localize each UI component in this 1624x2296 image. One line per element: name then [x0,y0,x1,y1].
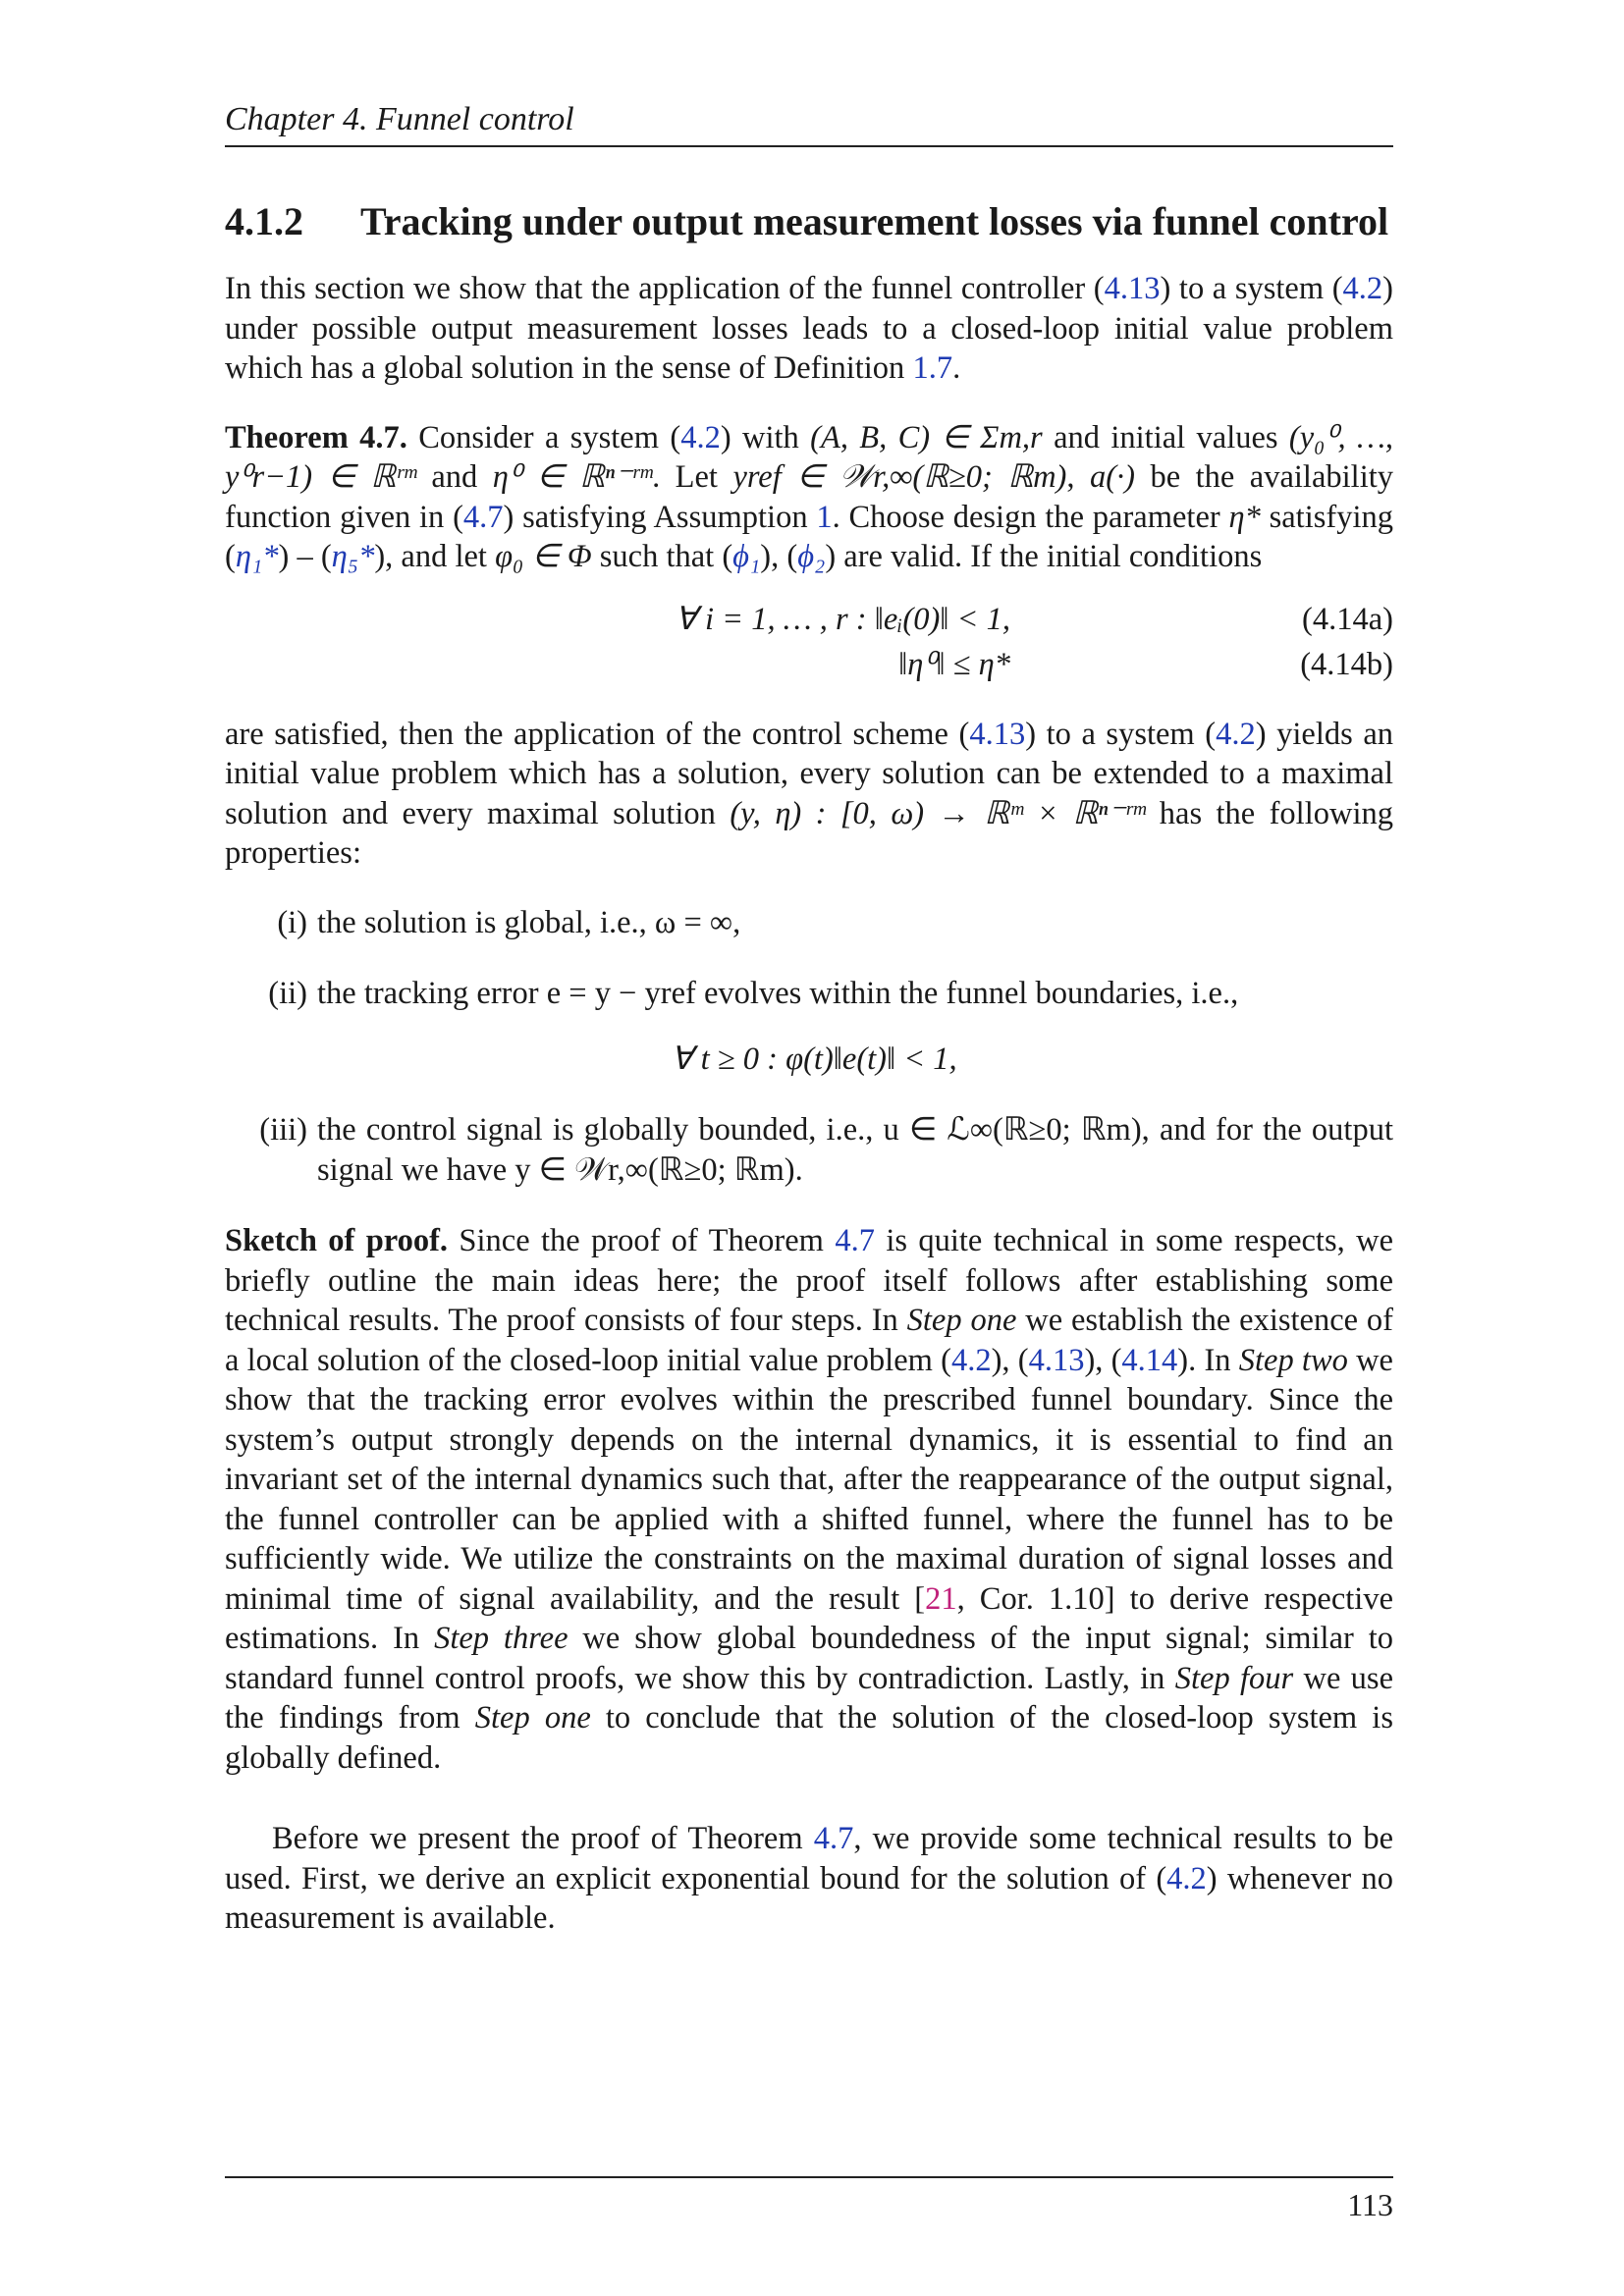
text: ), and let [374,539,496,574]
emphasis: Step two [1238,1342,1348,1378]
list-item [225,903,1393,943]
text: ) yields an initial value problem which has a solution, every solution can be extended to a maximal solution and every maximal solution [225,716,1393,831]
display-equation: ∀ t ≥ 0 : φ(t)‖e(t)‖ < 1, [671,1041,957,1077]
equation-row [225,642,1393,687]
text: ) to a system ( [1025,716,1217,752]
math: a(·) [1089,459,1136,495]
text: . Let [652,459,733,495]
theorem-label: Theorem 4.7. [225,419,407,455]
math: (y, η) : [0, ω) → ℝᵐ × ℝⁿ⁻ʳᵐ [730,795,1146,831]
text: such that ( [591,539,733,574]
item-text: the solution is global, i.e., ω = ∞, [317,904,741,940]
definition-link[interactable]: 1.7 [912,350,953,386]
equation-tag: (4.14a) [1302,601,1393,637]
eq-link[interactable]: 4.2 [1166,1860,1207,1896]
text: be the availability function given in ( [225,459,1394,535]
text: ) – ( [278,539,332,574]
eq-link[interactable]: 4.13 [1104,271,1161,306]
emphasis: Step one [474,1700,591,1735]
theorem-4-7 [225,418,1393,577]
text: In this section we show that the application of the funnel controller ( [225,271,1105,306]
text: , [1066,459,1090,495]
text: satisfying ( [225,499,1393,574]
text: , we provide some technical results to be used. First, we derive an explicit exponential bound for the solution of ( [225,1821,1393,1896]
citation-link[interactable]: 21 [925,1580,957,1617]
text: we establish the existence of a local solution of the closed-loop initial value problem ( [225,1303,1393,1378]
text: ), ( [1084,1342,1122,1378]
eq-link[interactable]: 4.13 [969,716,1026,752]
math: φ₀ ∈ Φ [495,539,592,574]
section-title: Tracking under output measurement losses via funnel control [360,199,1389,243]
text: ) to a system ( [1160,271,1343,306]
text: are satisfied, then the application of the control scheme ( [225,716,970,752]
assumption-link[interactable]: 1 [816,499,833,535]
section-number: 4.1.2 [225,199,303,243]
equation-tag: (4.14b) [1300,646,1393,682]
equation-block [225,597,1393,687]
list-item [225,974,1393,1079]
text: ) satisfying Assumption [503,499,817,535]
item-number: (iii) [259,1112,307,1148]
eq-link[interactable]: 4.2 [950,1342,992,1378]
item-text: the control signal is globally bounded, i.e., u ∈ ℒ∞(ℝ≥0; ℝm), and for the output signal we have y ∈ 𝒲r,∞(ℝ≥0; ℝm). [317,1112,1393,1188]
item-text: the tracking error e = y − yref evolves within the funnel boundaries, i.e., [317,976,1239,1011]
eq-link[interactable]: 4.7 [462,499,504,535]
closing-paragraph [225,1819,1393,1939]
emphasis: Step one [906,1303,1017,1338]
text: is quite technical in some respects, we briefly outline the main ideas here; the proof itself follows after establishing some technical results. The proof consists of four steps. In [225,1223,1393,1338]
eq-link[interactable]: 4.2 [1216,716,1256,752]
header-rule [225,145,1393,147]
item-number: (i) [277,904,307,940]
emphasis: Step four [1174,1660,1294,1696]
text: Before we present the proof of Theorem [272,1821,814,1856]
emphasis: Step three [434,1621,568,1656]
intro-paragraph [225,269,1393,389]
eq-link[interactable]: 4.13 [1028,1342,1085,1378]
section-heading [225,198,1393,245]
equation-row [225,597,1393,642]
footer-rule [225,2176,1393,2178]
text: ) are valid. If the initial conditions [825,539,1263,574]
theorem-link[interactable]: 4.7 [835,1223,875,1258]
text: Since the proof of Theorem [448,1223,836,1258]
theorem-link[interactable]: 4.7 [813,1821,854,1856]
equation: ∀ i = 1, … , r : ‖eᵢ(0)‖ < 1, [675,601,1010,637]
math: η⁰ ∈ ℝⁿ⁻ʳᵐ [492,459,653,495]
text: . [952,350,961,386]
condition-link[interactable]: η₁* [235,539,279,574]
text: we use the findings from [225,1660,1393,1735]
text: and [415,459,493,495]
item-number: (ii) [268,976,307,1011]
text: ) under possible output measurement losses leads to a closed-loop initial value problem which has a global solution in the sense of Definition [225,271,1393,386]
page-number: 113 [1347,2187,1393,2222]
text: , Cor. 1.10] to derive respective estimations. In [225,1580,1393,1656]
text: . Choose design the parameter [832,499,1229,535]
eq-link[interactable]: 4.14 [1121,1342,1178,1378]
page-body [225,98,1393,1939]
paragraph [225,715,1393,874]
text: ), ( [760,539,798,574]
sketch-label: Sketch of proof. [225,1223,449,1258]
math: η* [1228,499,1261,535]
running-head: Chapter 4. Funnel control [225,101,574,137]
text: Consider a system ( [406,419,681,455]
math: (y₀⁰, …, y⁰r−1) ∈ ℝʳᵐ [225,419,1394,495]
math: yref ∈ 𝒲r,∞(ℝ≥0; ℝm) [732,459,1067,495]
text: ), ( [991,1342,1029,1378]
eq-link[interactable]: 4.2 [680,419,721,455]
text: we show that the tracking error evolves within the prescribed funnel boundary. Since the system’s output strongly depends on the internal dynamics, it is essential to find an invariant set of the internal dynamics such that, after the reappearance of the output signal, the funnel controller can be applied with a shifted funnel, where the funnel has to be sufficiently wide. We utilize the constraints on the maximal duration of signal losses and minimal time of signal availability, and the result [ [225,1342,1393,1617]
condition-link[interactable]: ϕ₂ [797,539,826,574]
text: ) with [720,419,811,455]
equation: ‖η⁰‖ ≤ η* [898,646,1010,682]
sketch-of-proof [225,1221,1393,1778]
list-item [225,1110,1393,1190]
text: we show global boundedness of the input signal; similar to standard funnel control proofs, we show this by contradiction. Lastly, in [225,1621,1393,1696]
condition-link[interactable]: ϕ₁ [732,539,761,574]
text: has the following properties: [225,795,1393,871]
math: (A, B, C) ∈ Σm,r [810,419,1043,455]
item-body [317,974,1393,1079]
text: and initial values [1042,419,1289,455]
condition-link[interactable]: η₅* [331,539,375,574]
text: to conclude that the solution of the closed-loop system is globally defined. [225,1700,1393,1776]
text: ). In [1177,1342,1239,1378]
text: ) whenever no measurement is available. [225,1860,1393,1936]
eq-link[interactable]: 4.2 [1342,271,1383,306]
property-list [225,903,1393,1191]
